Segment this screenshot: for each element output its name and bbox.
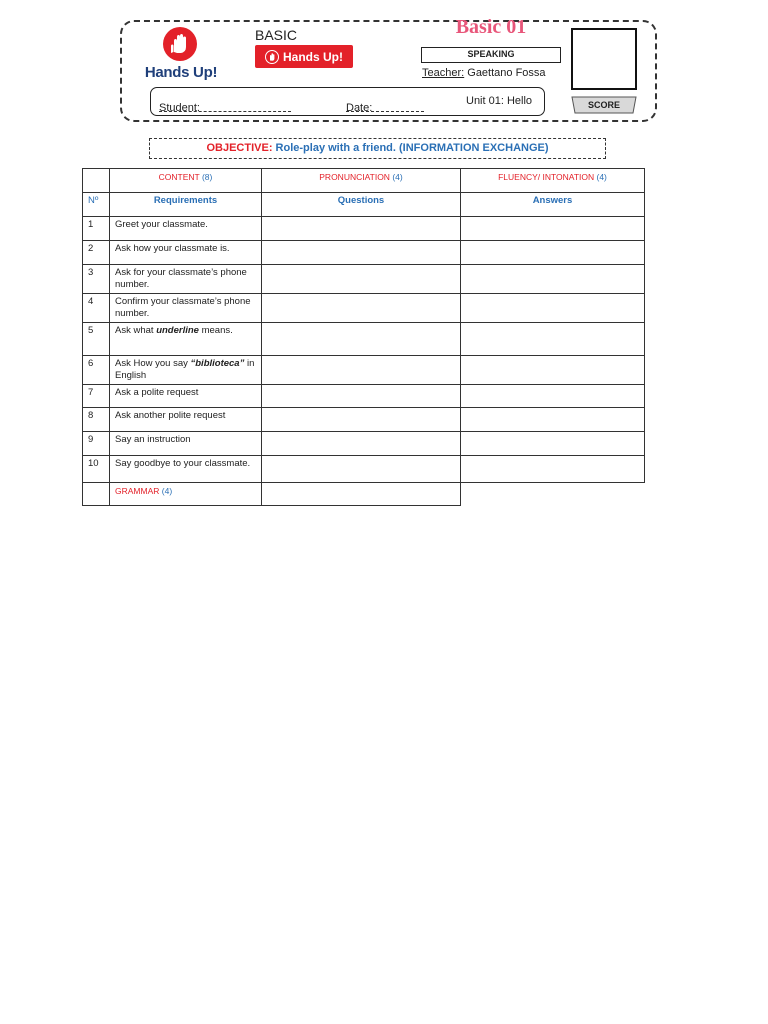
score-label: SCORE [587,100,620,110]
table-row [83,323,645,356]
teacher-name: Gaettano Fossa [464,67,546,79]
question-cell[interactable] [262,408,461,432]
row-number: 6 [83,356,110,385]
logo [140,26,222,86]
header-requirements: Requirements [110,193,262,217]
answer-cell[interactable] [461,217,645,241]
table-row [83,241,645,265]
header-number: Nº [83,193,110,217]
question-cell[interactable] [262,217,461,241]
requirement-text: Say an instruction [110,432,262,456]
question-cell[interactable] [262,323,461,356]
answer-cell[interactable] [461,408,645,432]
table-row [83,217,645,241]
raised-hands-icon [162,26,198,62]
requirement-text: Ask for your classmate’s phone number. [110,265,262,294]
requirement-text: Ask how your classmate is. [110,241,262,265]
table-cell [83,483,110,506]
objective-text: Role-play with a friend. (INFORMATION EXCHANGE) [275,142,549,154]
objective-label: OBJECTIVE: [206,142,273,154]
answer-cell[interactable] [461,265,645,294]
table-row [83,408,645,432]
date-label: Date: [346,102,373,114]
row-number: 10 [83,456,110,483]
grammar-label: GRAMMAR (4) [110,483,262,506]
level-title: Basic 01 [455,16,527,38]
requirement-text: Say goodbye to your classmate. [110,456,262,483]
table-row [83,356,645,385]
teacher-label: Teacher: [422,67,465,79]
question-cell[interactable] [262,385,461,408]
requirement-text: Greet your classmate. [110,217,262,241]
table-row [83,456,645,483]
raised-hand-icon [265,50,279,64]
grammar-row [83,483,645,506]
requirement-text: Confirm your classmate’s phone number. [110,294,262,323]
header-questions: Questions [262,193,461,217]
skill-label: SPEAKING [421,47,561,63]
logo-text: Hands Up! [144,64,218,81]
category-pronunciation: PRONUNCIATION (4) [262,169,461,193]
answer-cell[interactable] [461,356,645,385]
answer-cell[interactable] [461,323,645,356]
question-cell[interactable] [262,432,461,456]
requirement-text: Ask a polite request [110,385,262,408]
student-name-field[interactable] [159,102,291,112]
rubric-table [82,168,645,506]
requirement-text: Ask another polite request [110,408,262,432]
answer-cell[interactable] [461,241,645,265]
question-cell[interactable] [262,265,461,294]
row-number: 1 [83,217,110,241]
answer-cell[interactable] [461,385,645,408]
badge-text: Hands Up! [283,49,343,64]
category-fluency: FLUENCY/ INTONATION (4) [461,169,645,193]
question-cell[interactable] [262,294,461,323]
row-number: 2 [83,241,110,265]
answer-cell[interactable] [461,294,645,323]
table-row [83,385,645,408]
column-header-row [83,193,645,217]
header-answers: Answers [461,193,645,217]
question-cell[interactable] [262,356,461,385]
unit-label: Unit 01: Hello [466,95,533,107]
row-number: 5 [83,323,110,356]
requirement-text: Ask How you say “biblioteca” in English [110,356,262,385]
row-number: 8 [83,408,110,432]
student-info-bar [150,87,545,116]
row-number: 9 [83,432,110,456]
row-number: 7 [83,385,110,408]
category-row [83,169,645,193]
date-field[interactable] [346,102,424,112]
brand-badge [255,45,353,68]
score-box [571,28,637,90]
score-label-box [571,96,637,114]
requirement-text: Ask what underline means. [110,323,262,356]
question-cell[interactable] [262,456,461,483]
grammar-answer-cell[interactable] [262,483,461,506]
student-label: Student: [159,102,200,114]
objective-box [149,138,606,159]
category-content: CONTENT (8) [110,169,262,193]
table-row [83,432,645,456]
level-label: BASIC [255,27,298,43]
table-row [83,265,645,294]
row-number: 3 [83,265,110,294]
question-cell[interactable] [262,241,461,265]
answer-cell[interactable] [461,456,645,483]
table-row [83,294,645,323]
row-number: 4 [83,294,110,323]
teacher-line [422,67,562,79]
table-cell [83,169,110,193]
answer-cell[interactable] [461,432,645,456]
